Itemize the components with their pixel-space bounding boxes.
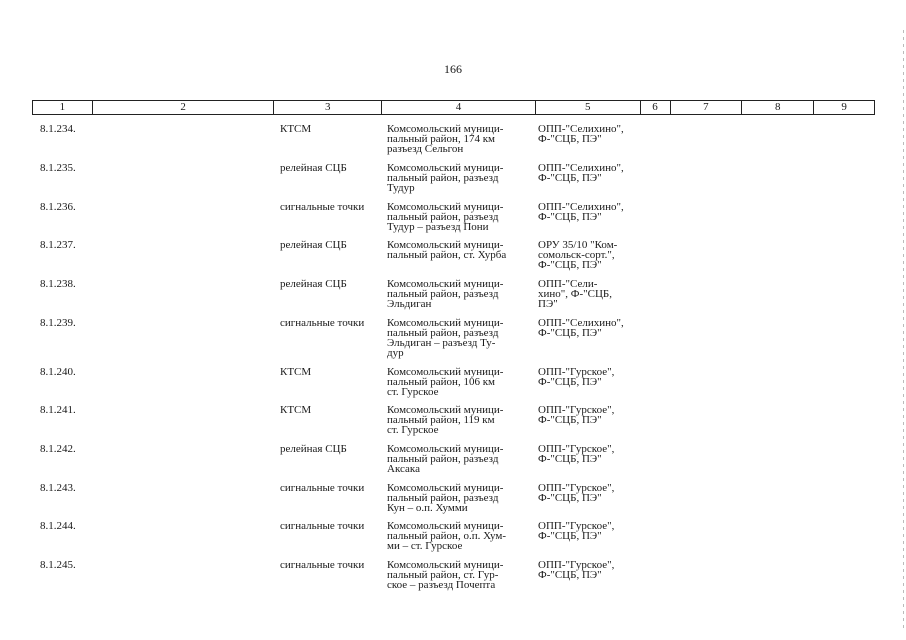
row-number: 8.1.243. (40, 482, 76, 494)
object-type: релейная СЦБ (280, 239, 347, 251)
header-col-6: 6 (641, 101, 671, 114)
source-line: Ф-"СЦБ, ПЭ" (538, 414, 602, 426)
location-line: Тудур (387, 182, 415, 194)
power-source (538, 240, 643, 270)
power-source (538, 521, 643, 541)
location-line: Тудур – разъезд Пони (387, 221, 489, 233)
location-line: пальный район, 174 км (387, 133, 495, 145)
location-line: пальный район, разъезд (387, 492, 499, 504)
source-line: ОПП-"Гурское", (538, 443, 615, 455)
location-line: пальный район, разъезд (387, 288, 499, 300)
object-type: релейная СЦБ (280, 443, 347, 455)
source-line: ОПП-"Гурское", (538, 482, 615, 494)
row-number: 8.1.244. (40, 520, 76, 532)
source-line: ОПП-"Гурское", (538, 404, 615, 416)
object-type: КТСМ (280, 404, 312, 416)
location-line: Комсомольский муници- (387, 520, 504, 532)
source-line: Ф-"СЦБ, ПЭ" (538, 259, 602, 271)
object-location (387, 367, 537, 397)
object-location (387, 560, 537, 590)
object-location (387, 405, 537, 435)
location-line: Комсомольский муници- (387, 278, 504, 290)
object-type: сигнальные точки (280, 520, 365, 532)
object-location (387, 124, 537, 154)
object-location (387, 318, 537, 358)
location-line: Эльдиган – разъезд Ту- (387, 337, 496, 349)
location-line: пальный район, 119 км (387, 414, 495, 426)
header-col-5: 5 (536, 101, 641, 114)
location-line: дур (387, 347, 404, 359)
power-source (538, 560, 643, 580)
source-line: Ф-"СЦБ, ПЭ" (538, 211, 602, 223)
power-source (538, 483, 643, 503)
object-location (387, 483, 537, 513)
power-source (538, 202, 643, 222)
object-location (387, 444, 537, 474)
source-line: ОПП-"Гурское", (538, 559, 615, 571)
header-col-3: 3 (274, 101, 382, 114)
header-col-7: 7 (671, 101, 743, 114)
header-col-2: 2 (93, 101, 275, 114)
power-source (538, 318, 643, 338)
location-line: Аксака (387, 463, 420, 475)
source-line: Ф-"СЦБ, ПЭ" (538, 327, 602, 339)
header-col-1: 1 (33, 101, 93, 114)
object-type: сигнальные точки (280, 559, 365, 571)
source-line: Ф-"СЦБ, ПЭ" (538, 133, 602, 145)
source-line: ОПП-"Селихино", (538, 201, 624, 213)
power-source (538, 163, 643, 183)
object-location (387, 163, 537, 193)
row-number: 8.1.241. (40, 404, 76, 416)
header-col-8: 8 (742, 101, 814, 114)
source-line: ОПП-"Гурское", (538, 520, 615, 532)
location-line: пальный район, разъезд (387, 453, 499, 465)
row-number: 8.1.245. (40, 559, 76, 571)
source-line: ОПП-"Селихино", (538, 317, 624, 329)
location-line: Комсомольский муници- (387, 482, 504, 494)
source-line: сомольск-сорт.", (538, 249, 615, 261)
source-line: ОРУ 35/10 "Ком- (538, 239, 618, 251)
location-line: Комсомольский муници- (387, 201, 504, 213)
location-line: пальный район, ст. Хурба (387, 249, 507, 261)
location-line: ст. Гурское (387, 386, 439, 398)
row-number: 8.1.237. (40, 239, 76, 251)
object-type: КТСМ (280, 366, 312, 378)
object-type: КТСМ (280, 123, 312, 135)
object-type: сигнальные точки (280, 482, 365, 494)
row-number: 8.1.235. (40, 162, 76, 174)
object-location (387, 279, 537, 309)
power-source (538, 444, 643, 464)
header-col-9: 9 (841, 101, 847, 113)
row-number: 8.1.238. (40, 278, 76, 290)
location-line: пальный район, 106 км (387, 376, 495, 388)
source-line: ОПП-"Сели- (538, 278, 598, 290)
source-line: Ф-"СЦБ, ПЭ" (538, 172, 602, 184)
source-line: Ф-"СЦБ, ПЭ" (538, 530, 602, 542)
location-line: Эльдиган (387, 298, 432, 310)
header-col-4: 4 (382, 101, 536, 114)
source-line: Ф-"СЦБ, ПЭ" (538, 492, 602, 504)
object-location (387, 240, 537, 260)
object-type: релейная СЦБ (280, 278, 347, 290)
scan-edge-line (903, 30, 904, 630)
row-number: 8.1.234. (40, 123, 76, 135)
row-number: 8.1.236. (40, 201, 76, 213)
location-line: Комсомольский муници- (387, 366, 504, 378)
row-number: 8.1.242. (40, 443, 76, 455)
table-header (32, 100, 875, 115)
power-source (538, 124, 643, 144)
object-location (387, 521, 537, 551)
location-line: Комсомольский муници- (387, 239, 504, 251)
source-line: Ф-"СЦБ, ПЭ" (538, 376, 602, 388)
source-line: ОПП-"Гурское", (538, 366, 615, 378)
location-line: Комсомольский муници- (387, 123, 504, 135)
source-line: ПЭ" (538, 298, 558, 310)
location-line: Комсомольский муници- (387, 162, 504, 174)
page-number: 166 (444, 62, 462, 76)
source-line: ОПП-"Селихино", (538, 162, 624, 174)
object-type: сигнальные точки (280, 201, 365, 213)
location-line: разъезд Сельгон (387, 143, 464, 155)
object-type: сигнальные точки (280, 317, 365, 329)
power-source (538, 405, 643, 425)
source-line: Ф-"СЦБ, ПЭ" (538, 569, 602, 581)
location-line: пальный район, о.п. Хум- (387, 530, 507, 542)
location-line: пальный район, разъезд (387, 327, 499, 339)
row-number: 8.1.239. (40, 317, 76, 329)
power-source (538, 279, 643, 309)
location-line: пальный район, разъезд (387, 211, 499, 223)
location-line: Комсомольский муници- (387, 443, 504, 455)
source-line: Ф-"СЦБ, ПЭ" (538, 453, 602, 465)
power-source (538, 367, 643, 387)
location-line: Комсомольский муници- (387, 404, 504, 416)
location-line: ми – ст. Гурское (387, 540, 463, 552)
source-line: ОПП-"Селихино", (538, 123, 624, 135)
object-type: релейная СЦБ (280, 162, 347, 174)
location-line: Кун – о.п. Хумми (387, 502, 468, 514)
location-line: ст. Гурское (387, 424, 439, 436)
location-line: ское – разъезд Почепта (387, 579, 496, 591)
location-line: Комсомольский муници- (387, 559, 504, 571)
source-line: хино", Ф-"СЦБ, (538, 288, 612, 300)
location-line: пальный район, разъезд (387, 172, 499, 184)
object-location (387, 202, 537, 232)
location-line: Комсомольский муници- (387, 317, 504, 329)
location-line: пальный район, ст. Гур- (387, 569, 499, 581)
row-number: 8.1.240. (40, 366, 76, 378)
